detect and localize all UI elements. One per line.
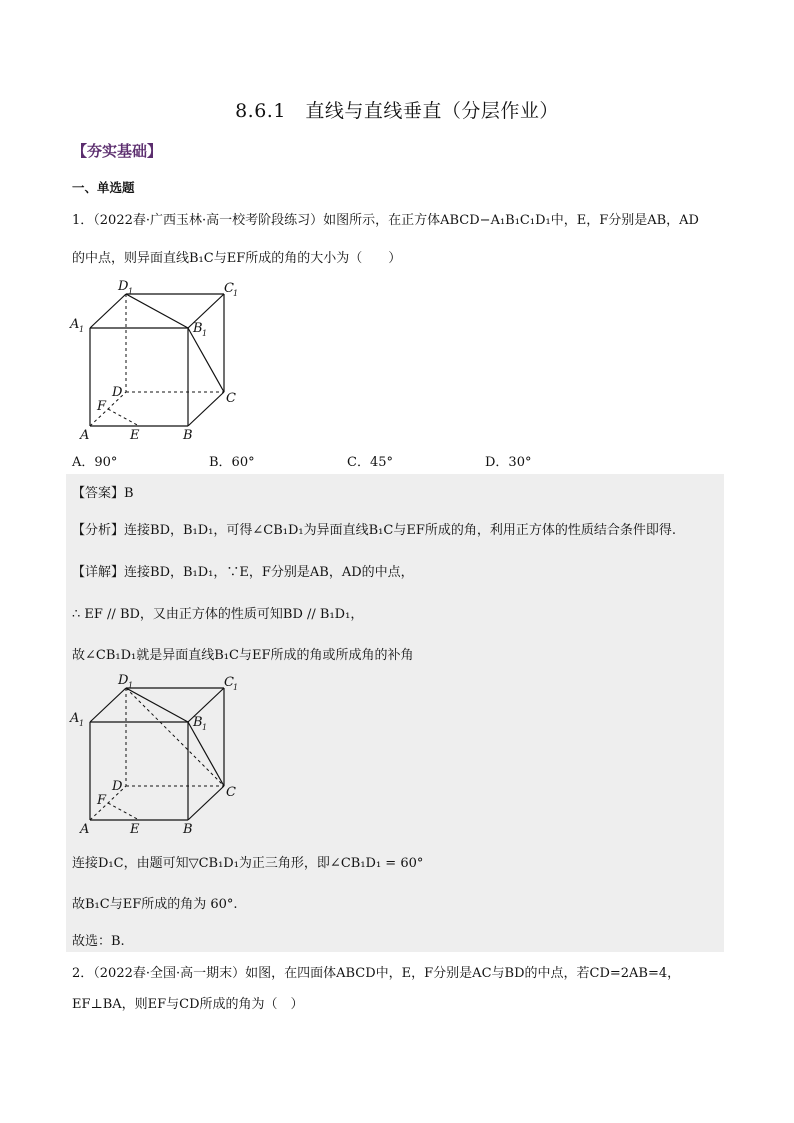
hidden-segment-ef [108,409,139,426]
detail-line6: 故选：B. [72,934,125,949]
segment-d1b1 [126,294,188,328]
label-d: D [112,385,123,400]
svg-text:1: 1 [128,681,134,690]
detail-line2: ∴ EF // BD，又由正方体的性质可知BD // B₁D₁， [72,607,364,622]
analysis-line [72,519,676,538]
cube-figure-1 [66,276,256,446]
option-a: A．90° [72,455,118,470]
label-b1: B [193,321,203,336]
label2-b1: B [193,715,203,730]
label2-c1: C [224,675,234,690]
svg-text:1: 1 [79,325,85,334]
q2-stem-line1: 2．（2022春·全国·高一期末）如图，在四面体ABCD中，E，F分别是AC与BD的中点，若CD=2AB=4， [72,966,681,981]
answer-label: 【答案】 [72,486,125,501]
label2-e: E [130,822,140,837]
section-heading: 【夯实基础】 [72,142,163,160]
detail-line3: 故∠CB₁D₁就是异面直线B₁C与EF所成的角或所成角的补角 [72,648,414,663]
edge-bc [188,392,224,426]
q2-stem-line2: EF⊥BA，则EF与CD所成的角为（ ） [72,997,304,1012]
detail-label: 【详解】 [72,565,125,580]
detail-text-1: 连接BD，B₁D₁，∵E，F分别是AB，AD的中点， [124,565,414,580]
answer-value: B [124,486,134,501]
label2-a1: A [70,711,80,726]
svg-text:1: 1 [79,719,85,728]
label-c: C [226,391,236,406]
detail-line5: 故B₁C与EF所成的角为 60°. [72,897,238,912]
cube-figure-2 [66,670,256,840]
page-title: 8.6.1 直线与直线垂直（分层作业） [235,100,559,122]
option-c: C．45° [347,455,393,470]
label-d1: D [118,279,129,294]
answer-line [72,482,134,501]
svg-text:1: 1 [233,289,239,298]
label2-d1: D [118,673,129,688]
detail-line4: 连接D₁C，由题可知▽CB₁D₁为正三角形，即∠CB₁D₁ = 60° [72,856,424,871]
label-a1: A [70,317,80,332]
label-b: B [183,428,193,443]
label-c1: C [224,281,234,296]
sub-heading: 一、单选题 [72,180,135,195]
svg-text:1: 1 [233,683,239,692]
option-b: B．60° [209,455,255,470]
svg-text:1: 1 [202,329,208,338]
label2-a: A [80,822,90,837]
q1-stem-line1: 1．（2022春·广西玉林·高一校考阶段练习）如图所示，在正方体ABCD−A₁B₁C₁D₁中，E，F分别是AB，AD [72,213,699,228]
label2-b: B [183,822,193,837]
svg-text:1: 1 [202,723,208,732]
label-f: F [97,399,107,414]
svg-text:1: 1 [128,287,134,296]
label-a: A [80,428,90,443]
analysis-label: 【分析】 [72,523,125,538]
edge-a1d1 [90,294,126,328]
label2-f: F [97,793,107,808]
label-e: E [130,428,140,443]
option-d: D．30° [485,455,532,470]
analysis-text: 连接BD，B₁D₁，可得∠CB₁D₁为异面直线B₁C与EF所成的角，利用正方体的性质结合条件即得. [124,523,676,538]
q1-stem-line2: 的中点，则异面直线B₁C与EF所成的角的大小为（ ） [72,251,402,266]
label2-c: C [226,785,236,800]
label2-d: D [112,779,123,794]
detail-line1 [72,561,414,580]
